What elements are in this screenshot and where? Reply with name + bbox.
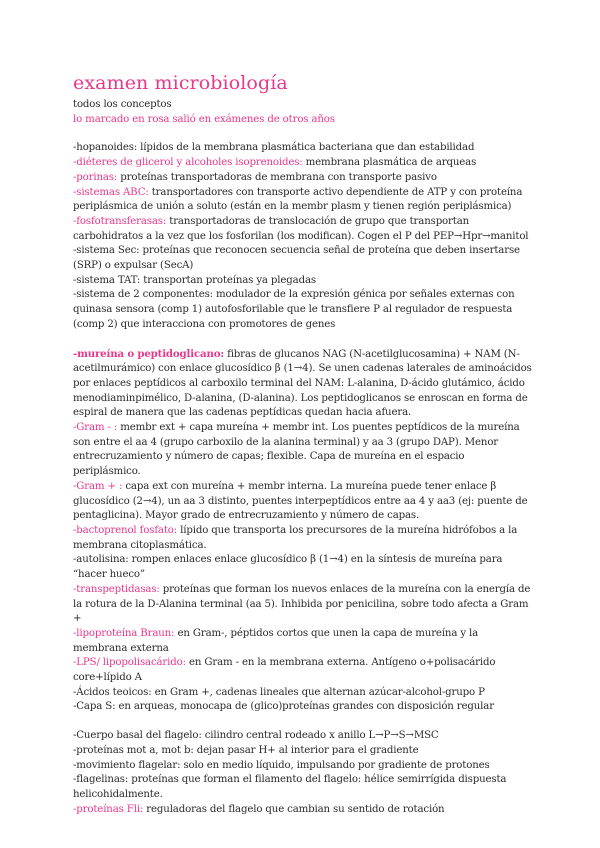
paragraph-text: proteínas transportadoras de membrana con transporte pasivo [117,171,437,183]
paragraph-text: lípido que transporta los precursores de la mureína hidrófobos a la membrana citoplasmática. [73,524,518,551]
highlighted-term: -Gram + : [73,480,123,492]
note-paragraph [73,686,533,701]
sections-container [73,141,533,817]
paragraph-text: en Gram - en la membrana externa. Antígeno o+polisacárido core+lípido A [73,657,496,684]
section [73,729,533,817]
paragraph-text: reguladoras del flagelo que cambian su sentido de rotación [143,803,445,815]
note-paragraph [73,421,533,480]
note-paragraph [73,656,533,685]
note-paragraph [73,803,533,818]
paragraph-text: -proteínas mot a, mot b: dejan pasar H+ al interior para el gradiente [73,744,419,756]
paragraph-text: -Cuerpo basal del flagelo: cilindro central rodeado x anillo L→P→S→MSC [73,730,439,742]
highlighted-term: -mureína o peptidoglicano: [73,347,224,360]
highlighted-term: -proteínas Fli: [73,803,144,815]
highlighted-term: -porinas: [73,171,118,183]
note-paragraph [73,244,533,273]
note-paragraph [73,773,533,802]
note-paragraph [73,759,533,774]
note-paragraph [73,347,533,422]
paragraph-text: transportadoras de translocación de grupo que transportan carbohidratos a la vez que los fosforilan (los modifican). Cogen el P del PEP→Hpr→manitol [73,215,529,242]
document-subtitle: todos los conceptos [73,99,172,110]
paragraph-text: fibras de glucanos NAG (N-acetilglucosamina) + NAM (N-acetilmurámico) con enlace glucosídico β (1→4). Se unen cadenas laterales de aminoácidos por enlaces peptídicos al carboxilo terminal del NAM: L-alanina, D-ácido glutámico, ácido menodiaminpimélico, D-alanina, (D-alanina). Los peptidoglicanos se enroscan en forma de espiral de manera que las cadenas peptídicas quedan hacia afuera. [73,348,532,419]
document-title: examen microbiología [73,72,288,94]
note-paragraph [73,171,533,186]
note-paragraph [73,583,533,627]
note-paragraph [73,274,533,289]
note-paragraph [73,141,533,156]
paragraph-text: -flagelinas: proteínas que forman el filamento del flagelo: hélice semirrígida dispuesta helicohidalmente. [73,774,507,800]
section [73,347,533,716]
highlighted-term: -fosfotransferasas: [73,215,167,227]
note-paragraph [73,186,533,215]
highlighted-term: -diéteres de glicerol y alcoholes isoprenoides: [73,157,303,169]
paragraph-text: -Capa S: en arqueas, monocapa de (glico)proteínas grandes con disposición regular [73,701,494,713]
paragraph-text: -sistema Sec: proteínas que reconocen secuencia señal de proteína que deben insertarse (SRP) o expulsar (SecA) [73,245,520,272]
paragraph-text: -sistema de 2 componentes: modulador de la expresión génica por señales externas con quinasa sensora (comp 1) autofosforilable que le transfiere P al regulador de respuesta (comp 2) que interacciona con promotores de genes [73,289,515,330]
paragraph-text: transportadores con transporte activo dependiente de ATP y con proteína periplásmica de unión a soluto (están en la membr plasm y tienen región periplásmica) [73,186,523,213]
highlighted-term: -LPS/ lipopolisacárido: [73,657,186,669]
spacer [73,127,533,141]
document-content [73,72,533,817]
paragraph-text: -hopanoides: lípidos de la membrana plasmática bacteriana que dan estabilidad [73,142,475,154]
note-paragraph [73,215,533,244]
note-paragraph [73,156,533,171]
note-paragraph [73,729,533,744]
paragraph-text: membrana plasmática de arqueas [302,157,477,169]
highlighted-term: -lipoproteína Braun: [73,627,175,639]
highlighted-term: -transpeptidasas: [73,583,160,595]
note-paragraph [73,627,533,656]
note-paragraph [73,480,533,524]
paragraph-text: en Gram-, péptidos cortos que unen la capa de mureína y la membrana externa [73,627,479,654]
highlighted-term: -Gram - : [73,422,118,434]
note-paragraph [73,744,533,759]
paragraph-text: proteínas que forman los nuevos enlaces de la mureína con la energía de la rotura de la D-Alanina terminal (aa 5). Inhibida por penicilina, sobre todo afecta a Gram + [73,583,531,625]
note-paragraph [73,553,533,582]
spacer [73,333,533,347]
paragraph-text: -autolisina: rompen enlaces enlace glucosídico β (1→4) en la síntesis de mureína para “hacer hueco” [73,554,503,581]
spacer [73,715,533,729]
paragraph-text: capa ext con mureína + membr interna. La mureína puede tener enlace β glucosídico (2→4), un aa 3 distinto, puentes interpeptídicos entre aa 4 y aa3 (ej: puente de pentaglicina). Mayor grado de entrecruzamiento y número de capas. [73,480,528,522]
section [73,141,533,332]
paragraph-text: -Ácidos teoicos: en Gram +, cadenas lineales que alternan azúcar-alcohol-grupo P [73,686,485,698]
paragraph-text: -movimiento flagelar: solo en medio líquido, impulsando por gradiente de protones [73,759,490,771]
highlighted-term: -sistemas ABC: [73,186,149,198]
paragraph-text: -sistema TAT: transportan proteínas ya plegadas [73,274,316,286]
highlighted-term: -bactoprenol fosfato: [73,524,178,536]
paragraph-text: membr ext + capa mureína + membr int. Los puentes peptídicos de la mureína son entre el aa 4 (grupo carboxilo de la alanina terminal) y aa 3 (grupo DAP). Menor entrecruzamiento y número de capas; flexible. Capa de mureína en el espacio periplásmico. [73,422,520,478]
note-paragraph [73,288,533,332]
note-paragraph [73,700,533,715]
note-paragraph [73,524,533,553]
highlight-note: lo marcado en rosa salió en exámenes de otros años [73,113,335,125]
